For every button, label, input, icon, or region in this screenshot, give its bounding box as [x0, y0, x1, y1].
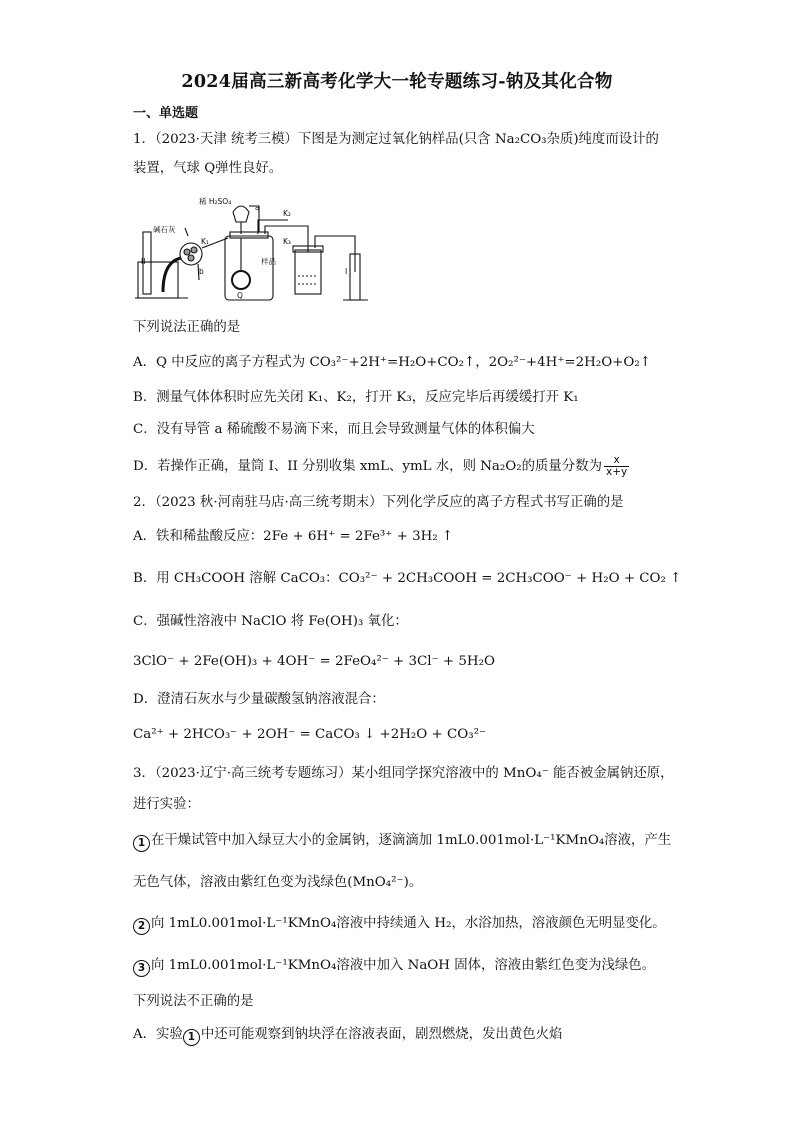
q2-option-d-equation: Ca²⁺ + 2HCO₃⁻ + 2OH⁻ = CaCO₃ ↓ +2H₂O + CO₃²⁻ — [133, 727, 487, 742]
label-k3: K₃ — [283, 237, 291, 246]
q3-experiment-2 — [133, 915, 666, 935]
q1-option-d — [133, 455, 629, 478]
q3-option-a — [133, 1026, 562, 1046]
circled-number-1: 1 — [183, 1029, 200, 1046]
q3-experiment-1-text: 在干燥试管中加入绿豆大小的金属钠，逐滴滴加 1mL0.001mol·L⁻¹KMnO₄溶液，产生 — [151, 833, 672, 848]
label-balloon-q: Q — [237, 291, 243, 300]
q1-stem-line1: 1．（2023·天津 统考三模）下图是为测定过氧化钠样品(只含 Na₂CO₃杂质)纯度而设计的 — [133, 132, 659, 147]
q3-experiment-1-line1 — [133, 832, 671, 852]
q3-experiment-3-text: 向 1mL0.001mol·L⁻¹KMnO₄溶液中加入 NaOH 固体，溶液由紫红色变为浅绿色。 — [151, 958, 656, 973]
q3-experiment-2-text: 向 1mL0.001mol·L⁻¹KMnO₄溶液中持续通入 H₂，水浴加热，溶液颜色无明显变化。 — [151, 916, 666, 931]
q3-stem-line1: 3．（2023·辽宁·高三统考专题练习）某小组同学探究溶液中的 MnO₄⁻ 能否被金属钠还原， — [133, 766, 674, 781]
q2-option-d: D．澄清石灰水与少量碳酸氢钠溶液混合： — [133, 692, 385, 707]
q3-prompt: 下列说法不正确的是 — [133, 994, 254, 1009]
q2-option-c-equation: 3ClO⁻ + 2Fe(OH)₃ + 4OH⁻ = 2FeO₄²⁻ + 3Cl⁻ + 5H₂O — [133, 654, 495, 669]
q2-option-a: A．铁和稀盐酸反应：2Fe + 6H⁺ = 2Fe³⁺ + 3H₂ ↑ — [133, 529, 454, 544]
experiment-apparatus-diagram — [133, 192, 383, 307]
q3-experiment-1-line2: 无色气体，溶液由紫红色变为浅绿色(MnO₄²⁻)。 — [133, 875, 423, 890]
q3-experiment-3 — [133, 957, 655, 977]
circled-number-3: 3 — [133, 960, 150, 977]
q3-option-a-prefix: A．实验 — [133, 1027, 183, 1042]
q1-stem-line2: 装置，气球 Q弹性良好。 — [133, 161, 283, 176]
circled-number-2: 2 — [133, 918, 150, 935]
q1-option-c: C．没有导管 a 稀硫酸不易滴下来，而且会导致测量气体的体积偏大 — [133, 422, 535, 437]
fraction-numerator: x — [604, 455, 629, 467]
q1-option-d-fraction — [604, 455, 629, 478]
label-tube-b: b — [199, 267, 204, 276]
q2-option-b: B．用 CH₃COOH 溶解 CaCO₃：CO₃²⁻ + 2CH₃COOH = 2CH₃COO⁻ + H₂O + CO₂ ↑ — [133, 571, 682, 586]
q2-option-c: C．强碱性溶液中 NaClO 将 Fe(OH)₃ 氧化： — [133, 614, 408, 629]
label-cylinder-i: I — [345, 267, 348, 276]
q3-stem-line2: 进行实验： — [133, 797, 200, 812]
q1-option-b: B．测量气体体积时应先关闭 K₁、K₂，打开 K₃，反应完毕后再缓缓打开 K₁ — [133, 390, 579, 405]
label-tube-a: a — [255, 203, 260, 212]
q3-option-a-text: 中还可能观察到钠块浮在溶液表面，剧烈燃烧，发出黄色火焰 — [200, 1027, 563, 1042]
q1-prompt: 下列说法正确的是 — [133, 320, 241, 335]
label-lime: 碱石灰 — [153, 225, 176, 234]
label-dilute-acid: 稀 H₂SO₄ — [199, 197, 232, 206]
fraction-denominator: x+y — [605, 466, 628, 478]
label-cylinder-ii: II — [141, 257, 146, 266]
label-k2: K₂ — [283, 209, 291, 218]
page-title: 2024届高三新高考化学大一轮专题练习-钠及其化合物 — [181, 72, 613, 92]
label-k1: K₁ — [201, 237, 209, 246]
q1-option-a: A．Q 中反应的离子方程式为 CO₃²⁻+2H⁺=H₂O+CO₂↑，2O₂²⁻+4H⁺=2H₂O+O₂↑ — [133, 355, 651, 370]
label-sample: 样品 — [261, 257, 276, 266]
q1-option-d-text: D．若操作正确，量筒 I、II 分别收集 xmL、ymL 水，则 Na₂O₂的质量分数为 — [133, 459, 602, 474]
q2-stem: 2．（2023 秋·河南驻马店·高三统考期末）下列化学反应的离子方程式书写正确的是 — [133, 495, 624, 510]
circled-number-1: 1 — [133, 835, 150, 852]
section-heading: 一、单选题 — [133, 106, 199, 121]
